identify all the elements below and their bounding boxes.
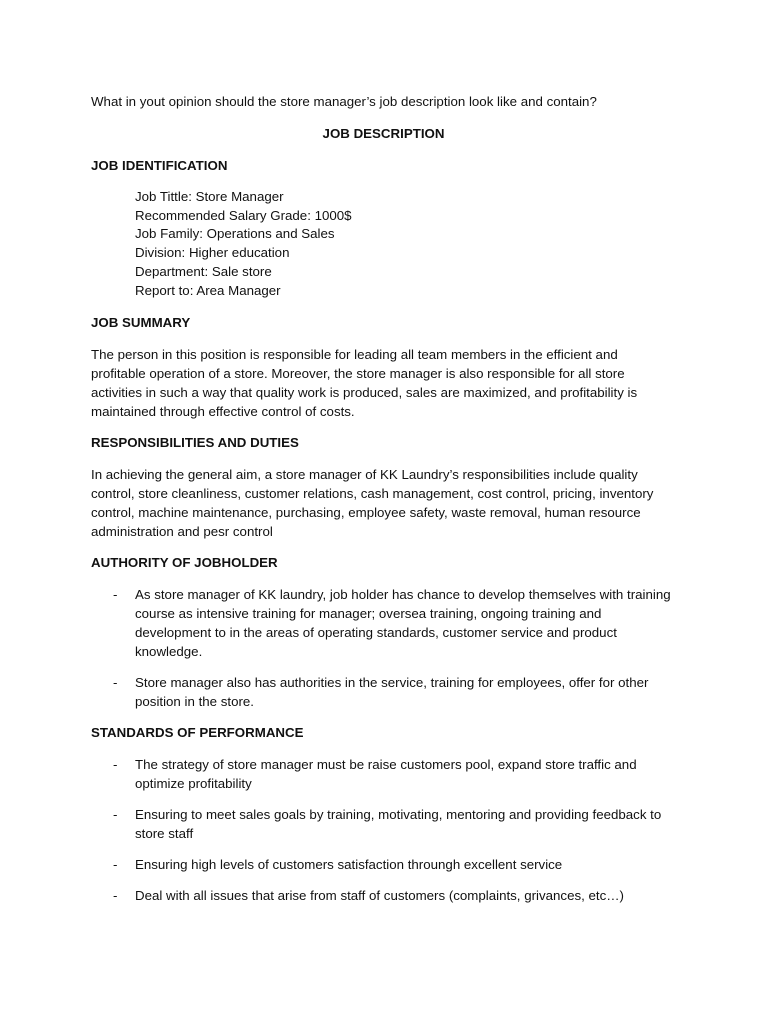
authority-item bbox=[91, 673, 676, 711]
standards-list bbox=[91, 755, 676, 905]
division-item: Division: Higher education bbox=[135, 245, 290, 261]
dash-bullet: - bbox=[113, 888, 118, 904]
responsibilities-heading: RESPONSIBILITIES AND DUTIES bbox=[91, 435, 299, 451]
authority-list bbox=[91, 585, 676, 711]
responsibilities-text: In achieving the general aim, a store manager of KK Laundry’s responsibilities include quality control, store cleanliness, customer relations, cash management, cost control, pricing, inventory control, machine maintenance, purchasing, employee safety, waste removal, human resource administration and pesr control bbox=[91, 467, 654, 540]
standards-item-text: Deal with all issues that arise from staff of customers (complaints, grivances, etc…) bbox=[135, 888, 624, 904]
authority-item bbox=[91, 585, 676, 661]
standards-item-text: Ensuring high levels of customers satisfaction throungh excellent service bbox=[135, 857, 563, 873]
standards-heading: STANDARDS OF PERFORMANCE bbox=[91, 725, 304, 741]
dash-bullet: - bbox=[113, 587, 118, 603]
standards-item-text: The strategy of store manager must be raise customers pool, expand store traffic and optimize profitability bbox=[135, 757, 637, 792]
dash-bullet: - bbox=[113, 675, 118, 691]
standards-item bbox=[91, 805, 676, 843]
authority-heading: AUTHORITY OF JOBHOLDER bbox=[91, 555, 278, 571]
dash-bullet: - bbox=[113, 757, 118, 773]
document-title: JOB DESCRIPTION bbox=[322, 126, 445, 141]
report-to-item: Report to: Area Manager bbox=[135, 282, 281, 298]
authority-item-text: As store manager of KK laundry, job holder has chance to develop themselves with training course as intensive training for manager; oversea training, ongoing training and development to in the areas of operating standards, customer service and product knowledge. bbox=[135, 587, 671, 660]
department-item: Department: Sale store bbox=[135, 263, 272, 279]
standards-item bbox=[91, 855, 676, 874]
dash-bullet: - bbox=[113, 807, 118, 823]
job-summary-heading: JOB SUMMARY bbox=[91, 315, 191, 331]
job-family-item: Job Family: Operations and Sales bbox=[135, 226, 335, 242]
standards-item bbox=[91, 755, 676, 793]
question-text: What in yout opinion should the store manager’s job description look like and contain? bbox=[91, 94, 597, 109]
job-identification-list bbox=[135, 188, 676, 300]
authority-item-text: Store manager also has authorities in the service, training for employees, offer for other position in the store. bbox=[135, 675, 649, 710]
job-identification-heading: JOB IDENTIFICATION bbox=[91, 158, 228, 173]
job-title-item: Job Tittle: Store Manager bbox=[135, 189, 284, 204]
job-summary-text: The person in this position is responsible for leading all team members in the efficient and profitable operation of a store. Moreover, the store manager is also responsible for all store activities in such a way that quality work is produced, sales are maximized, and profitability is maintained through effective control of costs. bbox=[91, 347, 638, 420]
standards-item bbox=[91, 886, 676, 905]
dash-bullet: - bbox=[113, 857, 118, 873]
salary-grade-item: Recommended Salary Grade: 1000$ bbox=[135, 207, 352, 223]
standards-item-text: Ensuring to meet sales goals by training, motivating, mentoring and providing feedback to store staff bbox=[135, 807, 662, 842]
